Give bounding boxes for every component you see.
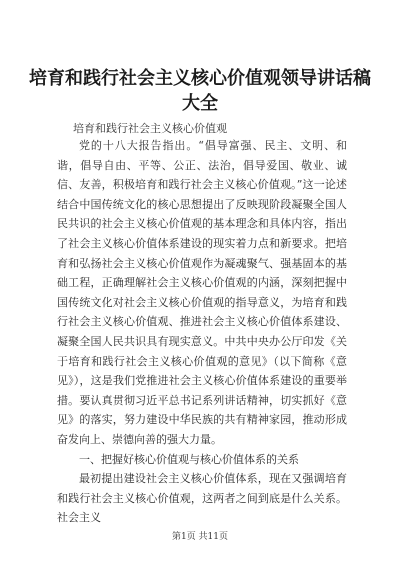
document-body <box>57 136 347 528</box>
paragraph-report: 党的十八大报告指出。“倡导富强、民主、文明、和谐，倡导自由、平等、公正、法治，倡导爱国、敬业、诚信、友善，积极培育和践行社会主义核心价值观。”这一论述结合中国传统文化的核心思想提出了反映现阶段凝聚全国人民共识的社会主义核心价值观的基本理念和具体内容，指出了社会主义核心价值体系建设的现实着力点和新要求。把培育和弘扬社会主义核心价值观作为凝魂聚气、强基固本的基础工程，正确理解社会主义核心价值观的内涵，深刻把握中国传统文化对社会主义核心价值观的指导意义，为培育和践行社会主义核心价值观、推进社会主义核心价值体系建设、凝聚全国人民共识具有现实意义。中共中央办公厅印发《关于培育和践行社会主义核心价值观的意见》（以下简称《意见》），这是我们党推进社会主义核心价值体系建设的重要举措。要认真贯彻习近平总书记系列讲话精神，切实抓好《意见》的落实，努力建设中华民族的共有精神家园，推动形成奋发向上、崇德向善的强大力量。 <box>57 139 347 446</box>
document-subtitle: 培育和践行社会主义核心价值观 <box>73 122 227 135</box>
page-footer: 第1页 共11页 <box>171 532 229 542</box>
document-title: 培育和践行社会主义核心价值观领导讲话稿大全 <box>29 68 371 114</box>
section-heading: 一、把握好核心价值观与核心价值体系的关系 <box>79 452 299 466</box>
paragraph-relationship: 最初提出建设社会主义核心价值体系，现在又强调培育和践行社会主义核心价值观，这两者之间到底是什么关系。社会主义 <box>57 472 347 525</box>
